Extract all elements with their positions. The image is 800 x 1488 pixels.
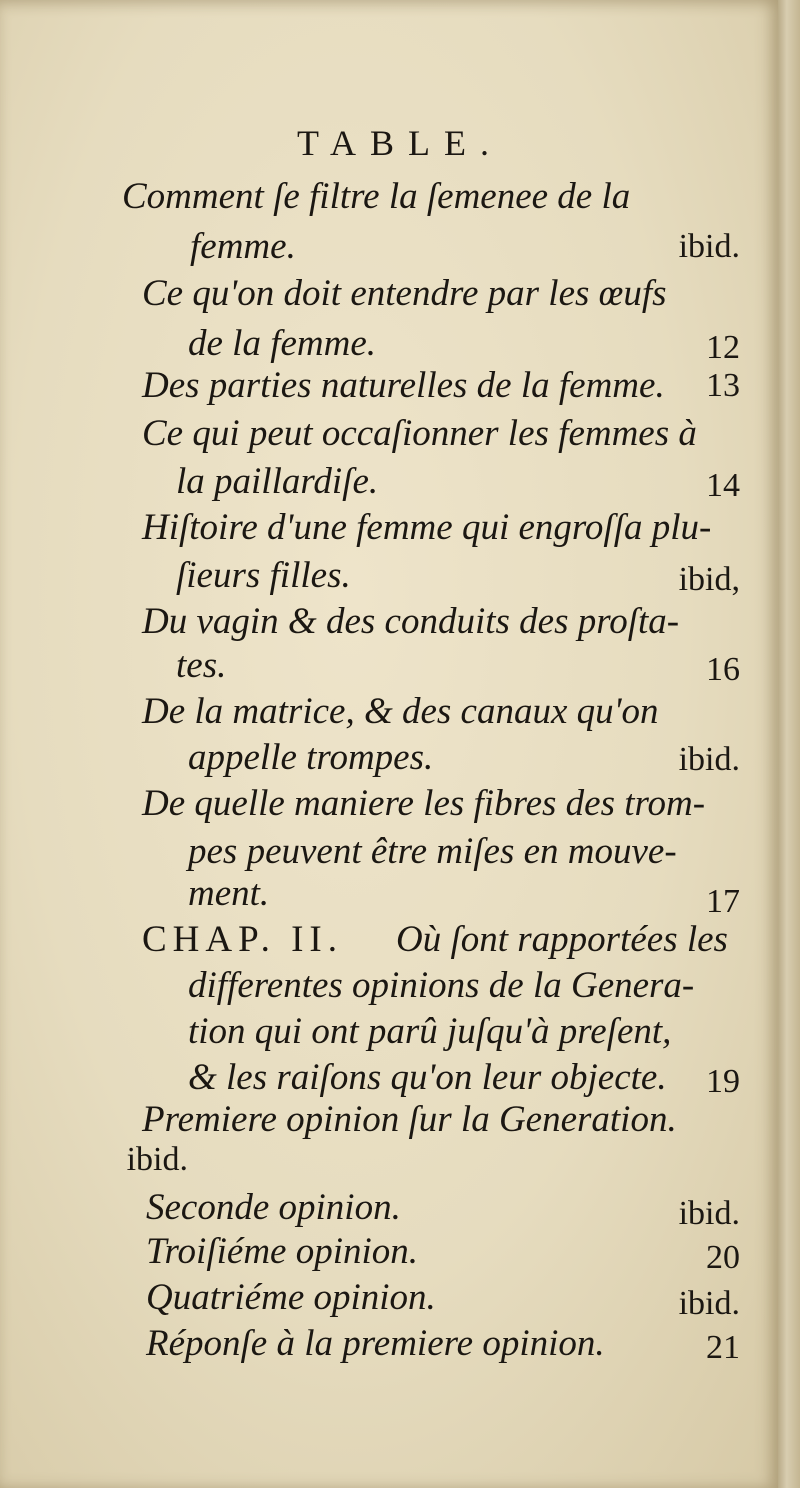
toc-page-number: 14 [706, 467, 740, 504]
toc-entry-line: tion qui ont parû juſqu'à preſent, [188, 1011, 672, 1052]
toc-entry-line: Du vagin & des conduits des proſta- [142, 601, 680, 642]
toc-page-number: 19 [706, 1063, 740, 1100]
toc-entry-line: Des parties naturelles de la femme. [142, 365, 665, 406]
toc-entry-line: la paillardiſe. [176, 461, 379, 502]
toc-entry-line: ſieurs filles. [176, 555, 351, 596]
toc-page-number: 20 [706, 1239, 740, 1276]
toc-entry-line: Seconde opinion. [146, 1187, 401, 1228]
toc-page-number: ibid. [678, 1285, 740, 1322]
page-title: TABLE. [296, 123, 504, 163]
toc-entry-line: differentes opinions de la Genera- [188, 965, 695, 1006]
toc-entry-line: Où ſont rapportées les [396, 919, 728, 960]
toc-page-number: 16 [706, 651, 740, 688]
toc-entry-line: Ce qu'on doit entendre par les œufs [142, 273, 667, 314]
toc-page-number: ibid, [678, 561, 740, 598]
toc-page-number: 21 [706, 1329, 740, 1366]
toc-entry-line: Hiſtoire d'une femme qui engroſſa plu- [142, 507, 712, 548]
toc-entry-line: de la femme. [188, 323, 377, 364]
toc-entry-line: De la matrice, & des canaux qu'on [142, 691, 659, 732]
toc-page-number: ibid. [678, 741, 740, 778]
chapter-label: CHAP. II. [142, 919, 343, 960]
toc-page-number: 13 [706, 367, 740, 404]
toc-page-number: ibid. [126, 1141, 188, 1178]
toc-entry-line: Réponſe à la premiere opinion. [146, 1323, 605, 1364]
toc-entry-line: pes peuvent être miſes en mouve- [188, 831, 677, 872]
toc-entry-line: tes. [176, 645, 227, 686]
toc-entry-line: ment. [188, 873, 270, 914]
toc-page-number: ibid. [678, 1195, 740, 1232]
toc-entry-line: & les raiſons qu'on leur objecte. [188, 1057, 667, 1098]
toc-page-number: ibid. [678, 228, 740, 265]
toc-page-number: 17 [706, 883, 740, 920]
toc-entry-line: De quelle maniere les fibres des trom- [142, 783, 706, 824]
toc-entry-line: Ce qui peut occaſionner les femmes à [142, 413, 697, 454]
toc-entry-line: Comment ſe filtre la ſemenee de la [122, 176, 631, 217]
toc-page-number: 12 [706, 329, 740, 366]
toc-entry-line: Quatriéme opinion. [146, 1277, 436, 1318]
toc-entry-line: appelle trompes. [188, 737, 434, 778]
toc-entry-line: femme. [190, 226, 296, 267]
toc-entry-line: Troiſiéme opinion. [146, 1231, 419, 1272]
toc-entry-line: Premiere opinion ſur la Generation. [142, 1099, 677, 1140]
